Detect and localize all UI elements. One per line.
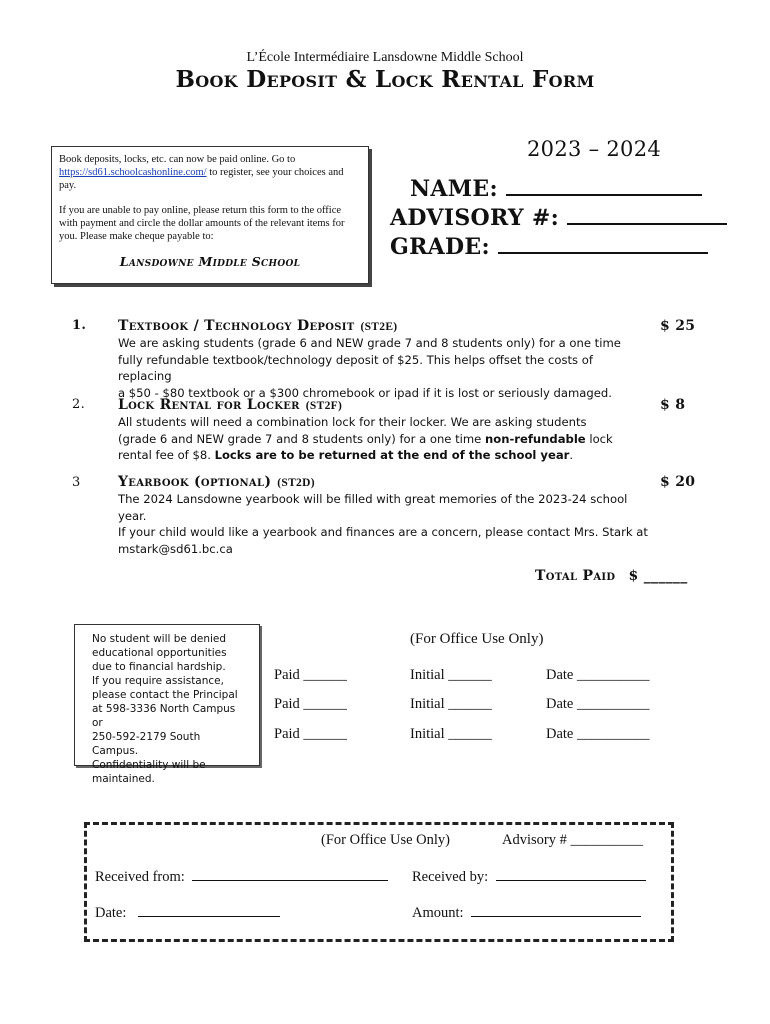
received-by-label: Received by: <box>412 869 489 885</box>
paid-field[interactable]: Paid ______ <box>274 696 347 712</box>
slip-date-blank[interactable] <box>138 904 280 917</box>
amount-field[interactable] <box>412 904 641 922</box>
initial-field[interactable]: Initial ______ <box>410 696 492 712</box>
schoolcash-link[interactable]: https://sd61.schoolcashonline.com/ <box>59 167 207 178</box>
received-by-blank[interactable] <box>496 868 646 881</box>
notice-line: at 598-3336 North Campus or <box>92 703 236 729</box>
description-text: lock <box>585 431 613 446</box>
description-line: All students will need a combination lock for their locker. We are asking students <box>118 415 587 429</box>
school-name: L’École Intermédiaire Lansdowne Middle School <box>246 50 524 65</box>
online-payment-text-end: to register, see your choices and pay. <box>59 167 344 191</box>
description-line: The 2024 Lansdowne yearbook will be filled with great memories of the 2023-24 school year. <box>118 492 628 523</box>
item-number: 3 <box>72 475 81 490</box>
date-field[interactable]: Date __________ <box>546 696 650 712</box>
school-year: 2023 – 2024 <box>527 137 662 161</box>
grade-field[interactable] <box>390 234 708 260</box>
advisory-label: ADVISORY #: <box>390 205 559 231</box>
form-title: Book Deposit & Lock Rental Form <box>175 66 595 93</box>
initial-field[interactable]: Initial ______ <box>410 726 492 742</box>
item-description <box>118 335 648 401</box>
item-title <box>118 318 397 334</box>
received-from-label: Received from: <box>95 869 185 885</box>
non-refundable-emphasis: non-refundable <box>485 431 586 446</box>
advisory-field[interactable] <box>390 205 727 231</box>
advisory-blank[interactable] <box>567 209 727 225</box>
financial-hardship-notice <box>74 624 260 785</box>
item-description <box>118 491 648 557</box>
amount-blank[interactable] <box>471 904 641 917</box>
grade-label: GRADE: <box>390 234 490 260</box>
office-payment-row <box>274 726 674 746</box>
description-line: We are asking students (grade 6 and NEW grade 7 and 8 students only) for a one time <box>118 336 621 350</box>
description-line: fully refundable textbook/technology deposit of $25. This helps offset the costs of replacing <box>118 352 593 383</box>
amount-label: Amount: <box>412 905 464 921</box>
item-code: (ST2D) <box>277 477 315 489</box>
paid-field[interactable]: Paid ______ <box>274 667 347 683</box>
description-line <box>118 447 648 464</box>
item-title-text: Textbook / Technology Deposit <box>118 318 355 334</box>
description-line: If your child would like a yearbook and finances are a concern, please contact Mrs. Stark at <box>118 525 648 539</box>
description-line <box>118 431 648 448</box>
total-paid <box>535 568 688 584</box>
offline-payment-paragraph: If you are unable to pay online, please return this form to the office with payment and circle the dollar amounts of the relevant items for you. Please make cheque payable to: <box>59 205 345 242</box>
item-description <box>118 414 648 464</box>
notice-line: educational opportunities <box>92 647 227 659</box>
notice-line: Confidentiality will be <box>92 759 206 771</box>
slip-office-title: (For Office Use Only) <box>321 832 450 848</box>
notice-line: 250-592-2179 South Campus. <box>92 731 201 757</box>
item-number: 2. <box>72 397 86 412</box>
item-price[interactable]: $ 8 <box>660 397 686 413</box>
name-label: NAME: <box>410 176 498 202</box>
date-field[interactable]: Date __________ <box>546 667 650 683</box>
received-from-field[interactable] <box>95 868 388 886</box>
paid-field[interactable]: Paid ______ <box>274 726 347 742</box>
slip-advisory-field[interactable]: Advisory # __________ <box>502 832 643 848</box>
online-payment-info-box <box>51 146 369 284</box>
notice-line: due to financial hardship. <box>92 661 226 673</box>
notice-line: If you require assistance, <box>92 675 224 687</box>
name-field[interactable] <box>410 176 702 202</box>
item-number: 1. <box>72 318 87 333</box>
received-from-blank[interactable] <box>192 868 388 881</box>
online-payment-paragraph <box>59 153 361 192</box>
item-price[interactable]: $ 20 <box>660 474 696 490</box>
payee-name: Lansdowne Middle School <box>119 254 301 269</box>
total-paid-label: Total Paid <box>535 568 616 584</box>
item-title-text: Yearbook (optional) <box>118 474 272 490</box>
item-title <box>118 397 342 413</box>
description-text: (grade 6 and NEW grade 7 and 8 students only) for a one time <box>118 431 485 446</box>
item-title-text: Lock Rental for Locker <box>118 397 300 413</box>
description-line: a $50 - $80 textbook or a $300 chromebook or ipad if it is lost or seriously damaged. <box>118 385 612 400</box>
initial-field[interactable]: Initial ______ <box>410 667 492 683</box>
notice-line: No student will be denied <box>92 633 227 645</box>
online-payment-text: Book deposits, locks, etc. can now be paid online. Go to <box>59 154 296 165</box>
office-use-title: (For Office Use Only) <box>410 631 544 647</box>
item-title <box>118 474 315 490</box>
notice-line: please contact the Principal <box>92 689 238 701</box>
description-line: mstark@sd61.bc.ca <box>118 541 233 556</box>
description-text: . <box>569 448 574 462</box>
total-paid-blank[interactable]: $ ______ <box>628 568 688 584</box>
description-text: rental fee of $8. <box>118 448 215 462</box>
grade-blank[interactable] <box>498 238 708 254</box>
office-payment-row <box>274 696 674 716</box>
received-by-field[interactable] <box>412 868 646 886</box>
slip-date-label: Date: <box>95 905 127 921</box>
lock-return-notice: Locks are to be returned at the end of the school year <box>214 448 570 462</box>
office-payment-row <box>274 667 674 687</box>
item-price[interactable]: $ 25 <box>660 318 696 334</box>
item-code: (ST2E) <box>360 321 398 333</box>
notice-line: maintained. <box>92 773 155 785</box>
name-blank[interactable] <box>506 180 702 196</box>
item-code: (ST2F) <box>305 400 343 412</box>
slip-date-field[interactable] <box>95 904 280 922</box>
date-field[interactable]: Date __________ <box>546 726 650 742</box>
